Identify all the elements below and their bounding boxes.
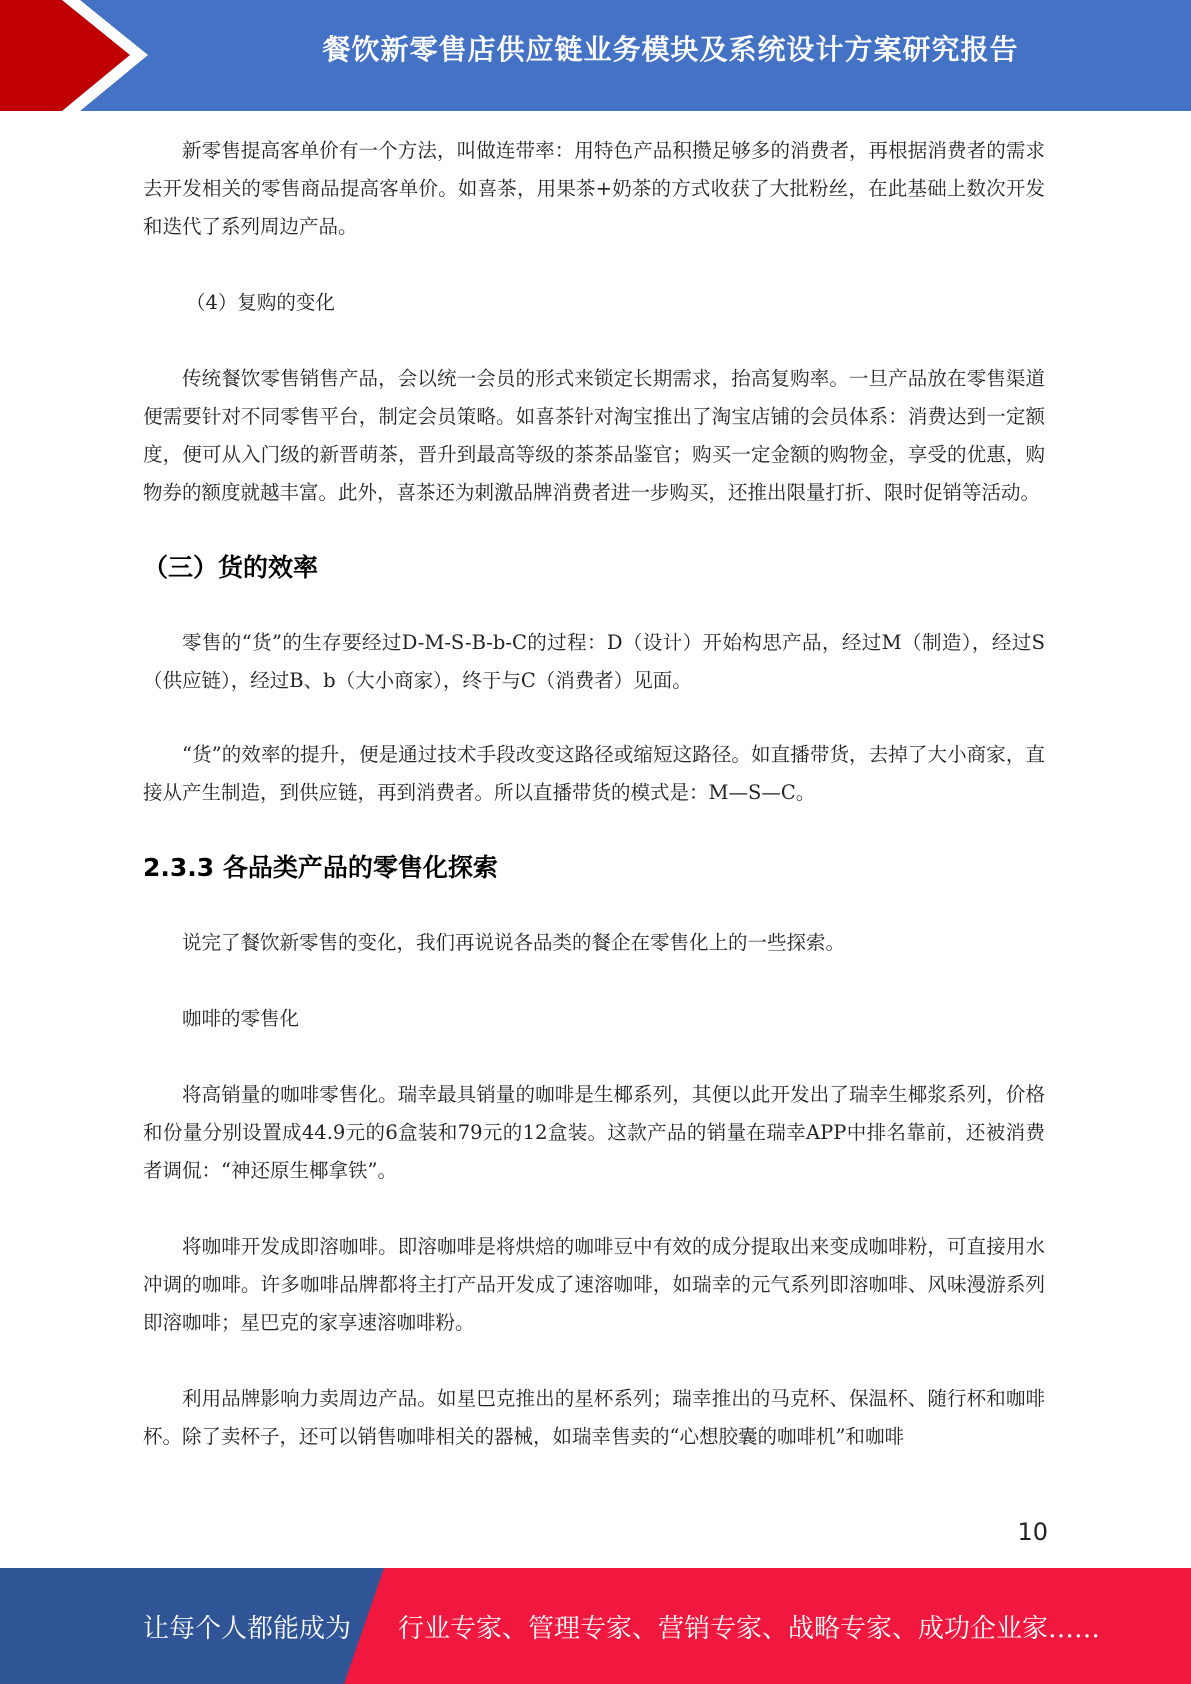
header-arrow-decoration xyxy=(0,0,160,111)
paragraph-dmsbbc: 零售的“货”的生存要经过D-M-S-B-b-C的过程：D（设计）开始构思产品，经过M（制造），经过S（供应链），经过B、b（大小商家），终于与C（消费者）见面。 xyxy=(143,631,1045,692)
paragraph-cross-selling: 新零售提高客单价有一个方法，叫做连带率：用特色产品积攒足够多的消费者，再根据消费者的需求去开发相关的零售商品提高客单价。如喜茶，用果茶+奶茶的方式收获了大批粉丝，在此基础上数次开发和迭代了系列周边产品。 xyxy=(143,139,1045,238)
section-heading-goods-efficiency: （三）货的效率 xyxy=(143,553,319,582)
page-number: 10 xyxy=(1017,1518,1048,1546)
footer-slogan-right: 行业专家、管理专家、营销专家、战略专家、成功企业家…… xyxy=(398,1614,1101,1644)
paragraph-instant-coffee: 将咖啡开发成即溶咖啡。即溶咖啡是将烘焙的咖啡豆中有效的成分提取出来变成咖啡粉，可直接用水冲调的咖啡。许多咖啡品牌都将主打产品开发成了速溶咖啡，如瑞幸的元气系列即溶咖啡、风味漫游系列即溶咖啡；星巴克的家享速溶咖啡粉。 xyxy=(143,1235,1045,1334)
paragraph-live-streaming: “货”的效率的提升，便是通过技术手段改变这路径或缩短这路径。如直播带货，去掉了大小商家，直接从产生制造，到供应链，再到消费者。所以直播带货的模式是：M—S—C。 xyxy=(143,743,1045,804)
page-content xyxy=(143,132,1045,1456)
section-heading-2-3-3: 2.3.3 各品类产品的零售化探索 xyxy=(143,853,498,882)
document-title: 餐饮新零售店供应链业务模块及系统设计方案研究报告 xyxy=(322,33,1019,66)
footer-slogan-left: 让每个人都能成为 xyxy=(143,1614,352,1644)
paragraph-coffee-title: 咖啡的零售化 xyxy=(182,1007,300,1030)
page-footer xyxy=(0,1568,1191,1684)
paragraph-merchandise: 利用品牌影响力卖周边产品。如星巴克推出的星杯系列；瑞幸推出的马克杯、保温杯、随行杯和咖啡杯。除了卖杯子，还可以销售咖啡相关的器械，如瑞幸售卖的“心想胶囊的咖啡机”和咖啡 xyxy=(143,1387,1045,1448)
paragraph-membership: 传统餐饮零售销售产品，会以统一会员的形式来锁定长期需求，抬高复购率。一旦产品放在零售渠道便需要针对不同零售平台，制定会员策略。如喜茶针对淘宝推出了淘宝店铺的会员体系：消费达到一定额度，便可从入门级的新晋萌茶，晋升到最高等级的茶茶品鉴官；购买一定金额的购物金，享受的优惠，购物券的额度就越丰富。此外，喜茶还为刺激品牌消费者进一步购买，还推出限量打折、限时促销等活动。 xyxy=(143,367,1045,504)
paragraph-intro-categories: 说完了餐饮新零售的变化，我们再说说各品类的餐企在零售化上的一些探索。 xyxy=(182,931,846,954)
paragraph-coffee-retail: 将高销量的咖啡零售化。瑞幸最具销量的咖啡是生椰系列，其便以此开发出了瑞幸生椰浆系列，价格和份量分别设置成44.9元的6盒装和79元的12盒装。这款产品的销量在瑞幸APP中排名靠前，还被消费者调侃：“神还原生椰拿铁”。 xyxy=(143,1083,1045,1182)
subsection-repurchase: （4）复购的变化 xyxy=(186,291,335,314)
page-header xyxy=(0,0,1191,111)
